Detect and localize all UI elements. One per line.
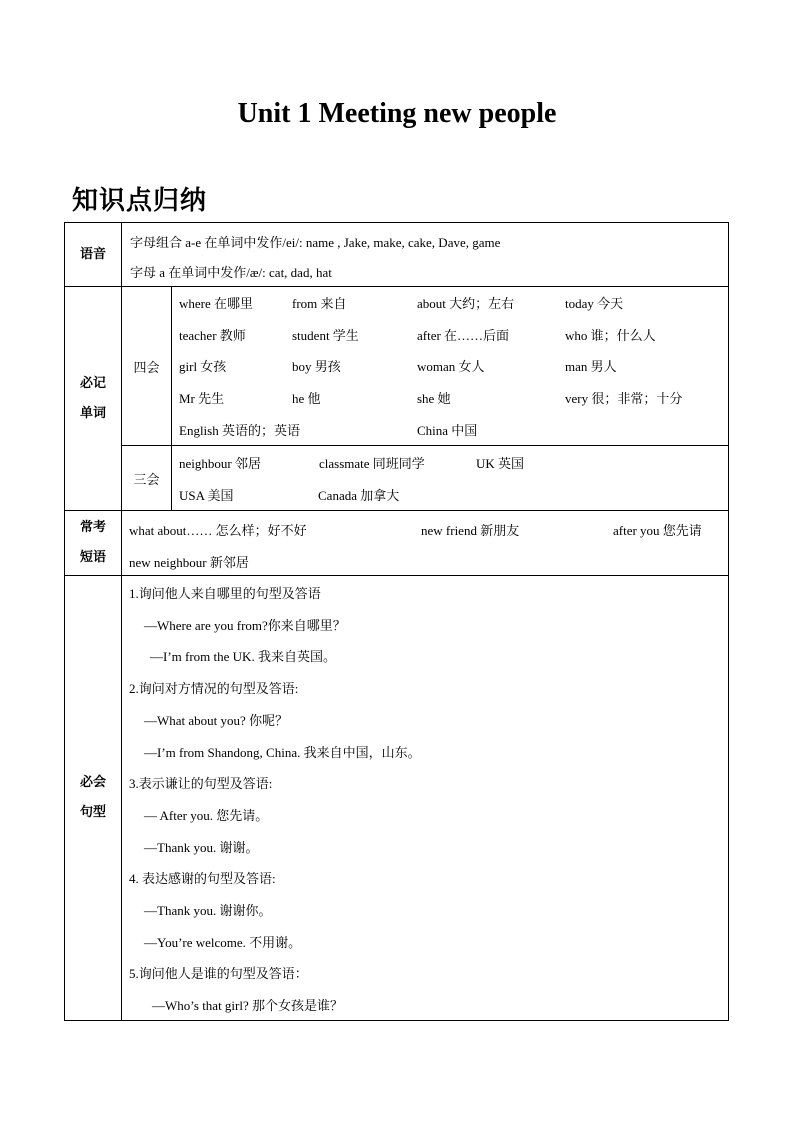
phrases-label-line2: 短语 — [79, 550, 106, 565]
phrases-content — [122, 511, 728, 575]
four-skills-word: who 谁；什么人 — [565, 328, 656, 343]
phrase-item: what about…… 怎么样；好不好 — [129, 523, 307, 538]
four-skills-word: man 男人 — [565, 359, 617, 374]
sentence-line: —Where are you from?你来自哪里？ — [144, 617, 346, 633]
four-skills-word: teacher 教师 — [179, 328, 246, 343]
sentence-line: 3.表示谦让的句型及答语: — [129, 776, 273, 792]
sentence-line: 1.询问他人来自哪里的句型及答语 — [129, 586, 321, 601]
four-skills-word: after 在……后面 — [417, 328, 510, 343]
four-skills-word: girl 女孩 — [179, 359, 227, 374]
three-skills-word: Canada 加拿大 — [318, 488, 400, 503]
sentence-line: —What about you? 你呢？ — [144, 712, 289, 728]
four-skills-word: student 学生 — [292, 328, 359, 343]
sentence-line: —Thank you. 谢谢。 — [144, 839, 259, 855]
three-skills-word: USA 美国 — [179, 488, 234, 503]
four-skills-word: today 今天 — [565, 296, 624, 311]
four-skills-word: from 来自 — [292, 296, 347, 311]
phrase-item: after you 您先请 — [613, 523, 702, 538]
phrases-label — [65, 511, 122, 575]
sentence-line: —You’re welcome. 不用谢。 — [144, 934, 302, 950]
pronunciation-line: 字母 a 在单词中发作/æ/: cat, dad, hat — [130, 265, 332, 280]
pronunciation-label — [65, 223, 122, 286]
sentence-line: —Thank you. 谢谢你。 — [144, 903, 272, 918]
sentence-line: —I’m from the UK. 我来自英国。 — [150, 649, 336, 665]
pronunciation-line: 字母组合 a-e 在单词中发作/ei/: name , Jake, make, cake, Dave, game — [130, 235, 501, 250]
four-skills-word: where 在哪里 — [179, 296, 254, 311]
sentences-content — [122, 576, 728, 1020]
phrases-label-line1: 常考 — [79, 520, 106, 535]
four-skills-word: Mr 先生 — [179, 391, 225, 406]
vocabulary-label — [65, 287, 122, 510]
four-skills-word: very 很；非常；十分 — [565, 391, 683, 406]
four-skills-word: China 中国 — [417, 423, 478, 438]
phrases-row — [65, 511, 728, 576]
three-skills-word: neighbour 邻居 — [179, 456, 261, 471]
pronunciation-row — [65, 223, 728, 287]
four-skills-word: he 他 — [292, 391, 321, 406]
three-skills-word: classmate 同班同学 — [319, 456, 425, 471]
pronunciation-content — [122, 223, 728, 286]
sentence-line: —I’m from Shandong, China. 我来自中国，山东。 — [144, 744, 421, 760]
sentence-line: — After you. 您先请。 — [144, 807, 269, 823]
four-skills-word: woman 女人 — [417, 359, 485, 374]
section-heading: 知识点归纳 — [72, 186, 208, 216]
three-skills-label: 三会 — [122, 446, 172, 510]
sentences-row — [65, 576, 728, 1020]
sentence-line: 2.询问对方情况的句型及答语: — [129, 681, 299, 697]
four-skills-word: she 她 — [417, 391, 451, 406]
vocabulary-content — [122, 287, 728, 510]
four-skills-word: about 大约；左右 — [417, 296, 515, 311]
pronunciation-label-text: 语音 — [79, 246, 106, 262]
vocabulary-label-line1: 必记 — [79, 375, 106, 391]
sentences-label-line1: 必会 — [79, 775, 106, 790]
three-skills-section — [122, 446, 728, 510]
sentences-label — [65, 576, 122, 1020]
knowledge-table — [64, 222, 729, 1021]
three-skills-word: UK 英国 — [476, 456, 525, 471]
phrase-item: new neighbour 新邻居 — [129, 555, 249, 570]
four-skills-word: boy 男孩 — [292, 359, 341, 374]
document-title: Unit 1 Meeting new people — [237, 98, 557, 129]
four-skills-word: English 英语的；英语 — [179, 423, 300, 438]
sentences-label-line2: 句型 — [79, 805, 106, 820]
sentence-line: 4. 表达感谢的句型及答语: — [129, 871, 276, 887]
four-skills-label: 四会 — [122, 287, 172, 445]
phrase-item: new friend 新朋友 — [421, 523, 520, 538]
sentence-line: —Who’s that girl? 那个女孩是谁？ — [152, 998, 344, 1014]
vocabulary-label-line2: 单词 — [79, 405, 106, 421]
vocabulary-row — [65, 287, 728, 511]
four-skills-section — [122, 287, 728, 446]
sentence-line: 5.询问他人是谁的句型及答语： — [129, 966, 308, 982]
